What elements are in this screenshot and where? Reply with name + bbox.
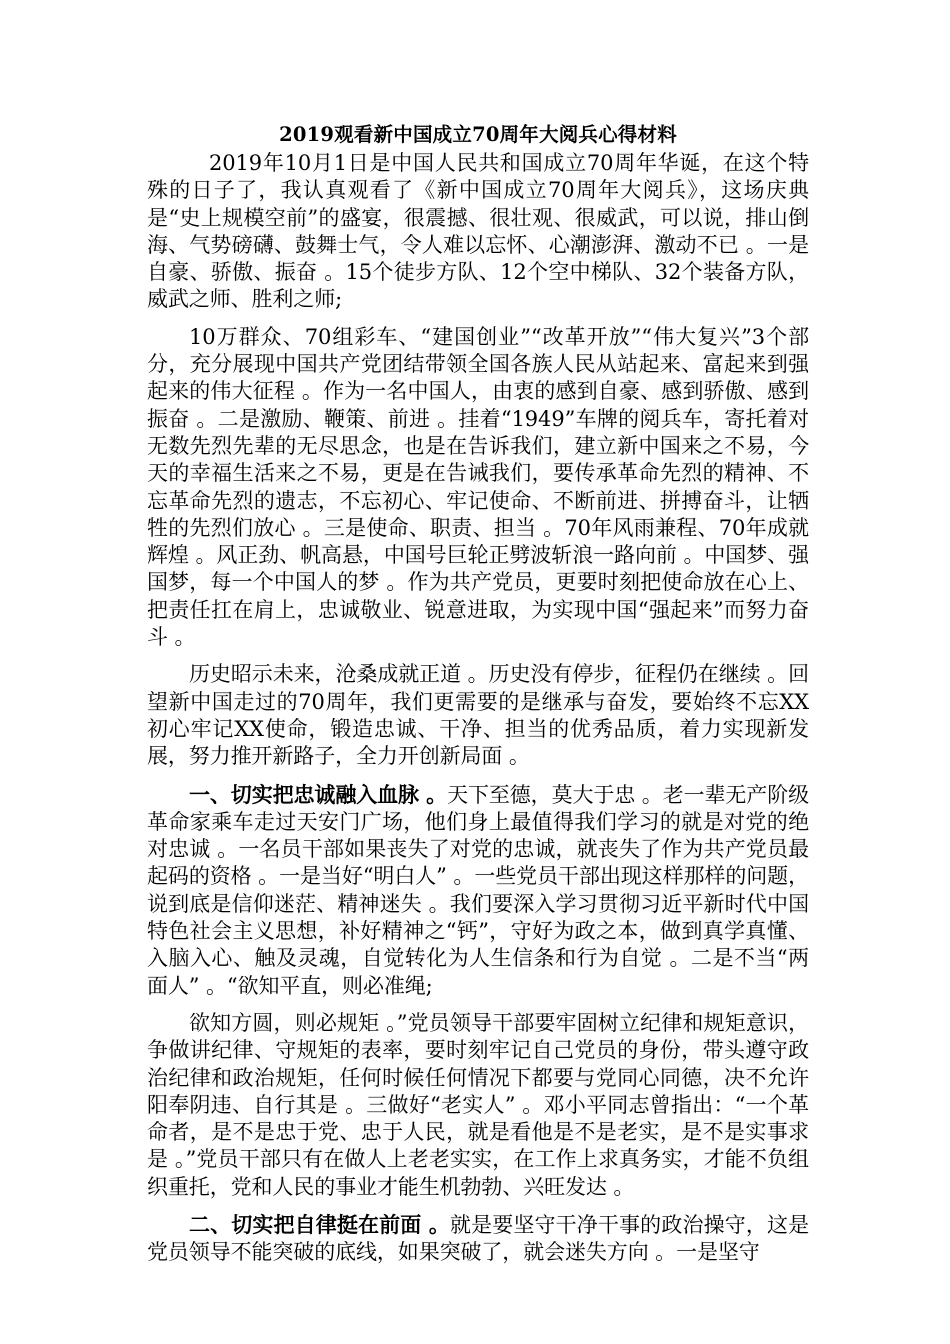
section-heading: 二、切实把自律挺在前面 。 — [189, 1211, 451, 1237]
paragraph-masses — [147, 324, 809, 652]
paragraph-intro — [147, 150, 809, 314]
paragraph-text: 就是要坚守干净干事的政治操守，这是党员领导不能突破的底线，如果突破了，就会迷失方向 。一是坚守 — [147, 1212, 809, 1265]
paragraph-history — [147, 661, 809, 770]
paragraph-self-discipline — [147, 1211, 809, 1267]
paragraph-text: 欲知方圆，则必规矩 。”党员领导干部要牢固树立纪律和规矩意识，争做讲纪律、守规矩的表率，要时刻牢记自己党员的身份，带头遵守政治纪律和政治规矩，任何时候任何情况下都要与党同心同德，决不允许阳奉阴违、自行其是 。三做好“老实人” 。邓小平同志曾指出：“一个革命者，是不是忠于党、忠于人民，就是看他是不是老实，是不是实事求是 。”党员干部只有在做人上老老实实，在工作上求真务实，才能不负组织重托，党和人民的事业才能生机勃勃、兴旺发达 。 — [147, 1010, 809, 1199]
paragraph-text: 2019年10月1日是中国人民共和国成立70周年华诞，在这个特殊的日子了，我认真观看了《新中国成立70周年大阅兵》，这场庆典是“史上规模空前”的盛宴，很震撼、很壮观、很威武，可以说，排山倒海、气势磅礴、鼓舞士气，令人难以忘怀、心潮澎湃、激动不已 。一是自豪、骄傲、振奋 。15个徒步方队、12个空中梯队、32个装备方队，威武之师、胜利之师; — [147, 151, 809, 312]
document-page — [147, 121, 809, 1277]
paragraph-rules — [147, 1010, 809, 1201]
document-title: 2019观看新中国成立70周年大阅兵心得材料 — [279, 123, 677, 146]
paragraph-text: 10万群众、70组彩车、“建国创业”“改革开放”“伟大复兴”3个部分，充分展现中国共产党团结带领全国各族人民从站起来、富起来到强起来的伟大征程 。作为一名中国人，由衷的感到自豪、感到骄傲、感到振奋 。二是激励、鞭策、前进 。挂着“1949”车牌的阅兵车，寄托着对无数先烈先辈的无尽思念，也是在告诉我们，建立新中国来之不易，今天的幸福生活来之不易，更是在告诫我们，要传承革命先烈的精神、不忘革命先烈的遗志，不忘初心、牢记使命、不断前进、拼搏奋斗，让牺牲的先烈们放心 。三是使命、职责、担当 。70年风雨兼程、70年成就辉煌 。风正劲、帆高悬，中国号巨轮正劈波斩浪一路向前 。中国梦、强国梦，每一个中国人的梦 。作为共产党员，更要时刻把使命放在心上、把责任扛在肩上，忠诚敬业、锐意进取，为实现中国“强起来”而努力奋斗 。 — [147, 324, 809, 650]
section-heading: 一、切实把忠诚融入血脉 。 — [189, 781, 448, 807]
paragraph-loyalty — [147, 781, 809, 1000]
paragraph-text: 天下至德，莫大于忠 。老一辈无产阶级革命家乘车走过天安门广场，他们身上最值得我们学习的就是对党的绝对忠诚 。一名员干部如果丧失了对党的忠诚，就丧失了作为共产党员最起码的资格 。一是当好“明白人” 。一些党员干部出现这样那样的问题，说到底是信仰迷茫、精神迷失 。我们要深入学习贯彻习近平新时代中国特色社会主义思想，补好精神之“钙”，守好为政之本，做到真学真懂、入脑入心、触及灵魂，自觉转化为人生信条和行为自觉 。二是不当“两面人” 。“欲知平直，则必准绳; — [147, 782, 809, 998]
paragraph-text: 历史昭示未来，沧桑成就正道 。历史没有停步，征程仍在继续 。回望新中国走过的70周年，我们更需要的是继承与奋发，要始终不忘XX初心牢记XX使命，锻造忠诚、干净、担当的优秀品质，着力实现新发展，努力推开新路子，全力开创新局面 。 — [147, 662, 809, 769]
